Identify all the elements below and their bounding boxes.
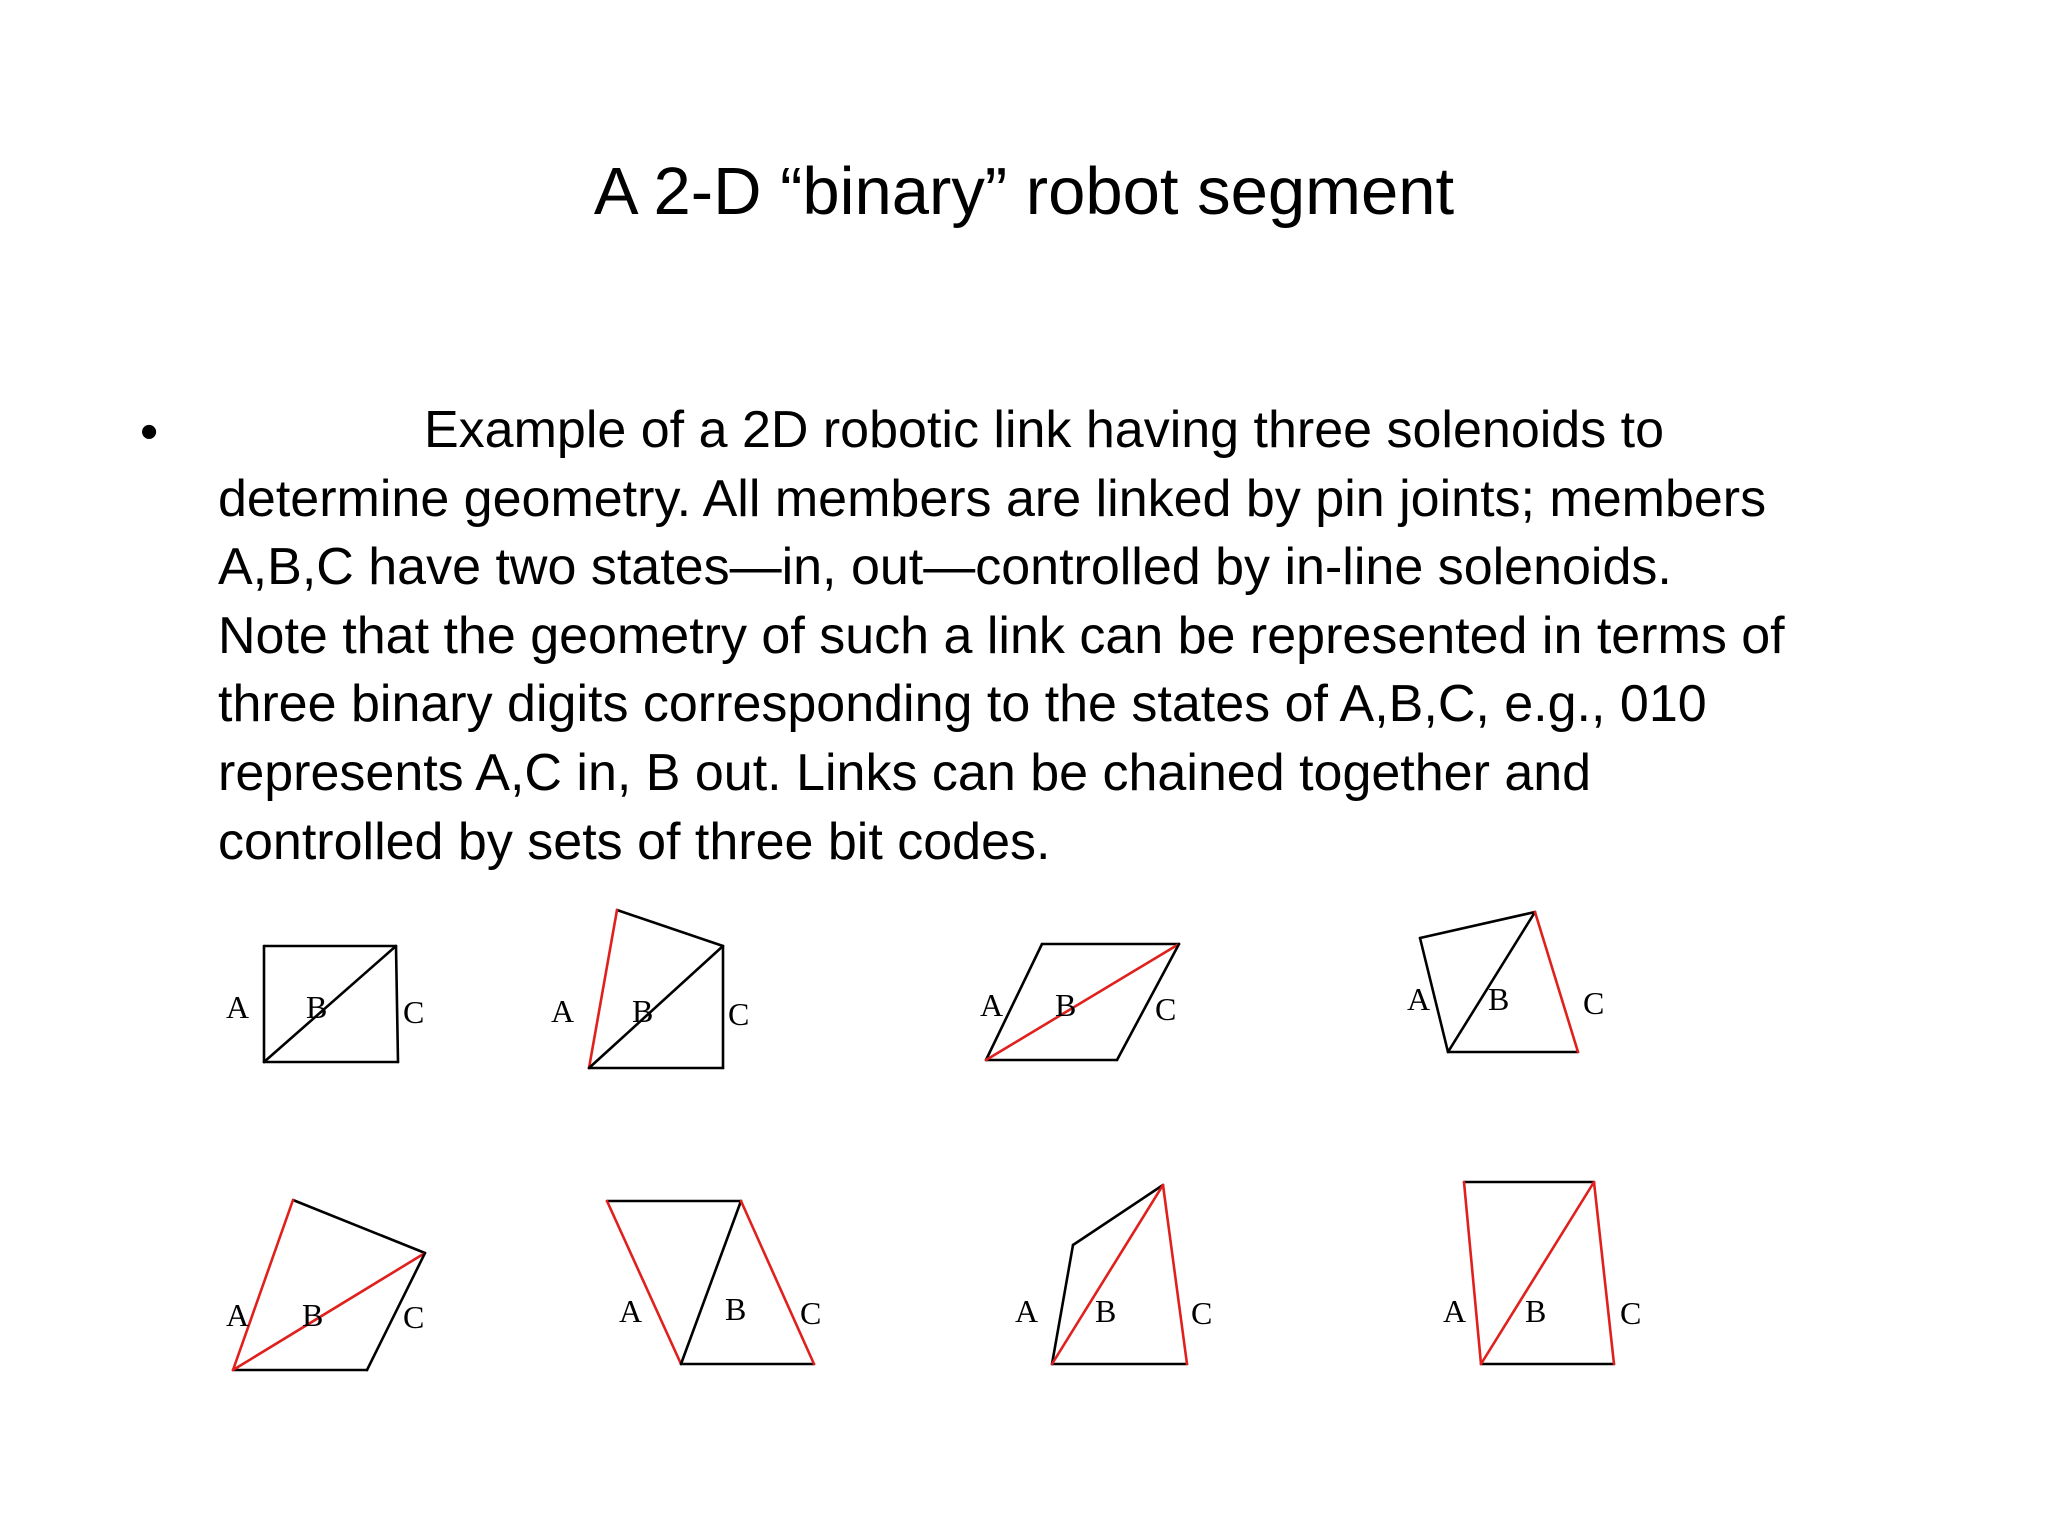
body-line: represents A,C in, B out. Links can be chained together and <box>218 743 1592 802</box>
body-line: Example of a 2D robotic link having three solenoids to <box>424 401 1665 459</box>
member-label-a: A <box>226 989 250 1025</box>
member-label-b: B <box>725 1291 747 1327</box>
solenoid-member-b <box>264 946 396 1062</box>
solenoid-member-c <box>741 1201 814 1364</box>
member-label-c: C <box>1620 1295 1642 1331</box>
member-label-b: B <box>1525 1293 1547 1329</box>
member-label-c: C <box>800 1295 822 1331</box>
member-label-c: C <box>728 996 750 1032</box>
member-label-a: A <box>619 1293 643 1329</box>
solenoid-member-c <box>1535 912 1578 1052</box>
solenoid-member-a <box>1464 1182 1481 1364</box>
link-top-member <box>1073 1185 1163 1245</box>
solenoid-member-a <box>589 910 617 1068</box>
slide-title: A 2-D “binary” robot segment <box>593 154 1455 229</box>
solenoid-member-b <box>1481 1182 1594 1364</box>
member-label-a: A <box>980 987 1004 1023</box>
member-label-a: A <box>1015 1293 1039 1329</box>
solenoid-member-c <box>1594 1182 1614 1364</box>
body-line: determine geometry. All members are linked by pin joints; members <box>218 469 1767 528</box>
body-line: A,B,C have two states—in, out—controlled by in-line solenoids. <box>218 538 1672 597</box>
member-label-b: B <box>1488 981 1510 1017</box>
member-label-b: B <box>306 989 328 1025</box>
body-line: Note that the geometry of such a link can be represented in terms of <box>218 606 1785 665</box>
link-top-member <box>1420 912 1535 938</box>
link-top-member <box>293 1200 425 1253</box>
solenoid-member-b <box>589 946 723 1068</box>
body-line: three binary digits corresponding to the states of A,B,C, e.g., 010 <box>218 675 1707 734</box>
member-label-a: A <box>226 1297 250 1333</box>
solenoid-member-a <box>607 1201 681 1364</box>
member-label-a: A <box>1443 1293 1467 1329</box>
member-label-b: B <box>632 993 654 1029</box>
member-label-b: B <box>1095 1293 1117 1329</box>
member-label-a: A <box>1407 981 1431 1017</box>
member-label-b: B <box>1055 987 1077 1023</box>
member-label-c: C <box>403 1299 425 1335</box>
solenoid-member-b <box>681 1201 741 1364</box>
member-label-b: B <box>302 1297 324 1333</box>
body-line: controlled by sets of three bit codes. <box>218 812 1051 871</box>
solenoid-member-c <box>1163 1185 1187 1364</box>
member-label-c: C <box>1583 985 1605 1021</box>
link-top-member <box>617 910 723 946</box>
member-label-c: C <box>403 994 425 1030</box>
member-label-c: C <box>1191 1295 1213 1331</box>
member-label-c: C <box>1155 991 1177 1027</box>
solenoid-member-a <box>233 1200 293 1370</box>
bullet-marker: • <box>140 403 159 461</box>
member-label-a: A <box>551 993 575 1029</box>
solenoid-member-c <box>396 946 398 1062</box>
